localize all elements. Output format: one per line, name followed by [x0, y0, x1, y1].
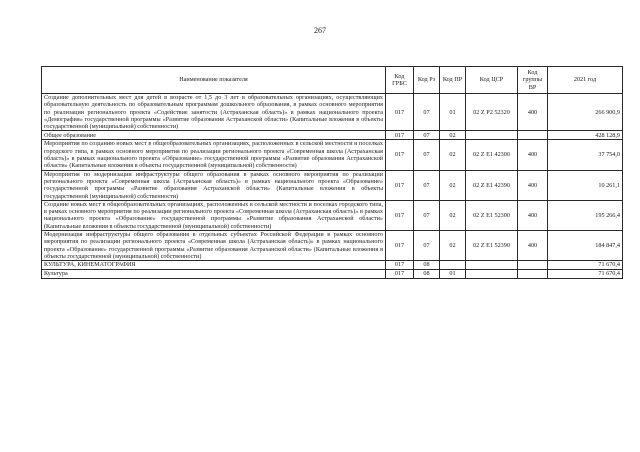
row-amount: 195 266,4: [548, 200, 623, 230]
row-rz: 07: [414, 200, 440, 230]
row-name: Создание дополнительных мест для детей в возрасте от 1,5 до 3 лет в образовательных организациях, осуществляющих образовательную деятельность по образовательным программам дошкольного образования, в рамках основного мероприятия по реализации регионального проекта «Содействие занятости (Астраханская область)» в рамках национального проекта «Демография» государственной программы «Развитие образования Астраханской области» (Капитальные вложения в объекты государственной (муниципальной) собственности): [42, 94, 386, 131]
row-pr: 02: [440, 140, 466, 170]
row-csr: 02 Z E1 52390: [466, 231, 518, 261]
header-pr: Код ПР: [440, 67, 466, 94]
row-rz: 07: [414, 231, 440, 261]
table-row: [42, 261, 623, 270]
row-csr: [466, 131, 518, 140]
row-grbs: 017: [386, 200, 414, 230]
table-row: [42, 231, 623, 261]
row-amount: 428 128,9: [548, 131, 623, 140]
row-vr: [518, 270, 548, 279]
row-vr: 400: [518, 231, 548, 261]
row-amount: 37 754,0: [548, 140, 623, 170]
table-row: [42, 170, 623, 200]
row-vr: 400: [518, 94, 548, 131]
row-rz: 08: [414, 261, 440, 270]
row-name: Мероприятия по модернизации инфраструктуры общего образования в рамках основного мероприятия по реализации регионального проекта «Современная школа (Астраханская область)» в рамках национального проекта «Образование» государственной программы «Развитие образования Астраханской области» (Капитальные вложения в объекты государственной (муниципальной) собственности): [42, 170, 386, 200]
row-csr: 02 Z E1 42300: [466, 140, 518, 170]
row-grbs: 017: [386, 94, 414, 131]
header-year: 2021 год: [548, 67, 623, 94]
table-row: [42, 94, 623, 131]
row-name: Мероприятия по созданию новых мест в общеобразовательных организациях, расположенных в сельской местности и поселках городского типа, в рамках основного мероприятия по реализации регионального проекта «Современная школа (Астраханская область)» в рамках национального проекта «Образование» государственной программы «Развитие образования Астраханской области» (Капитальные вложения в объекты государственной (муниципальной) собственности): [42, 140, 386, 170]
row-csr: 02 Z P2 52320: [466, 94, 518, 131]
row-pr: 02: [440, 200, 466, 230]
row-vr: [518, 131, 548, 140]
budget-table: [41, 66, 623, 279]
row-pr: [440, 261, 466, 270]
row-rz: 07: [414, 170, 440, 200]
row-grbs: 017: [386, 261, 414, 270]
table-row: [42, 131, 623, 140]
row-amount: 71 670,4: [548, 261, 623, 270]
header-vr: Код группы ВР: [518, 67, 548, 94]
row-vr: [518, 261, 548, 270]
row-grbs: 017: [386, 231, 414, 261]
row-csr: [466, 270, 518, 279]
row-rz: 07: [414, 131, 440, 140]
table-row: [42, 200, 623, 230]
header-grbs: Код ГРБС: [386, 67, 414, 94]
row-rz: 07: [414, 94, 440, 131]
row-vr: 400: [518, 170, 548, 200]
row-name: Создание новых мест в общеобразовательных организациях, расположенных в сельской местности и поселках городского типа, в рамках основного мероприятия по реализации регионального проекта «Современная школа (Астраханская область)» в рамках национального проекта «Образование» государственной программы «Развитие образования Астраханской области» (Капитальные вложения в объекты государственной (муниципальной) собственности): [42, 200, 386, 230]
row-amount: 10 261,1: [548, 170, 623, 200]
row-amount: 266 900,9: [548, 94, 623, 131]
row-vr: 400: [518, 140, 548, 170]
table-row: [42, 140, 623, 170]
row-pr: 01: [440, 94, 466, 131]
page-number: 267: [314, 26, 326, 35]
row-grbs: 017: [386, 270, 414, 279]
row-pr: 02: [440, 170, 466, 200]
row-vr: 400: [518, 200, 548, 230]
header-rz: Код Рз: [414, 67, 440, 94]
row-amount: 184 847,4: [548, 231, 623, 261]
row-pr: 01: [440, 270, 466, 279]
row-name: КУЛЬТУРА, КИНЕМАТОГРАФИЯ: [42, 261, 386, 270]
row-grbs: 017: [386, 131, 414, 140]
row-csr: [466, 261, 518, 270]
row-pr: 02: [440, 131, 466, 140]
row-name: Общее образование: [42, 131, 386, 140]
row-grbs: 017: [386, 140, 414, 170]
row-csr: 02 Z E1 42390: [466, 170, 518, 200]
header-csr: Код ЦСР: [466, 67, 518, 94]
row-grbs: 017: [386, 170, 414, 200]
row-amount: 71 670,4: [548, 270, 623, 279]
header-name: Наименование показателя: [42, 67, 386, 94]
table-row: [42, 270, 623, 279]
row-name: Модернизация инфраструктуры общего образования в отдельных субъектах Российской Федерации в рамках основного мероприятия по реализации регионального проекта «Современная школа (Астраханская область)» в рамках национального проекта «Образование» государственной программы «Развитие образования Астраханской области» (Капитальные вложения в объекты государственной (муниципальной) собственности): [42, 231, 386, 261]
row-csr: 02 Z E1 52300: [466, 200, 518, 230]
row-rz: 07: [414, 140, 440, 170]
row-rz: 08: [414, 270, 440, 279]
row-pr: 02: [440, 231, 466, 261]
row-name: Культура: [42, 270, 386, 279]
table-header-row: [42, 67, 623, 94]
